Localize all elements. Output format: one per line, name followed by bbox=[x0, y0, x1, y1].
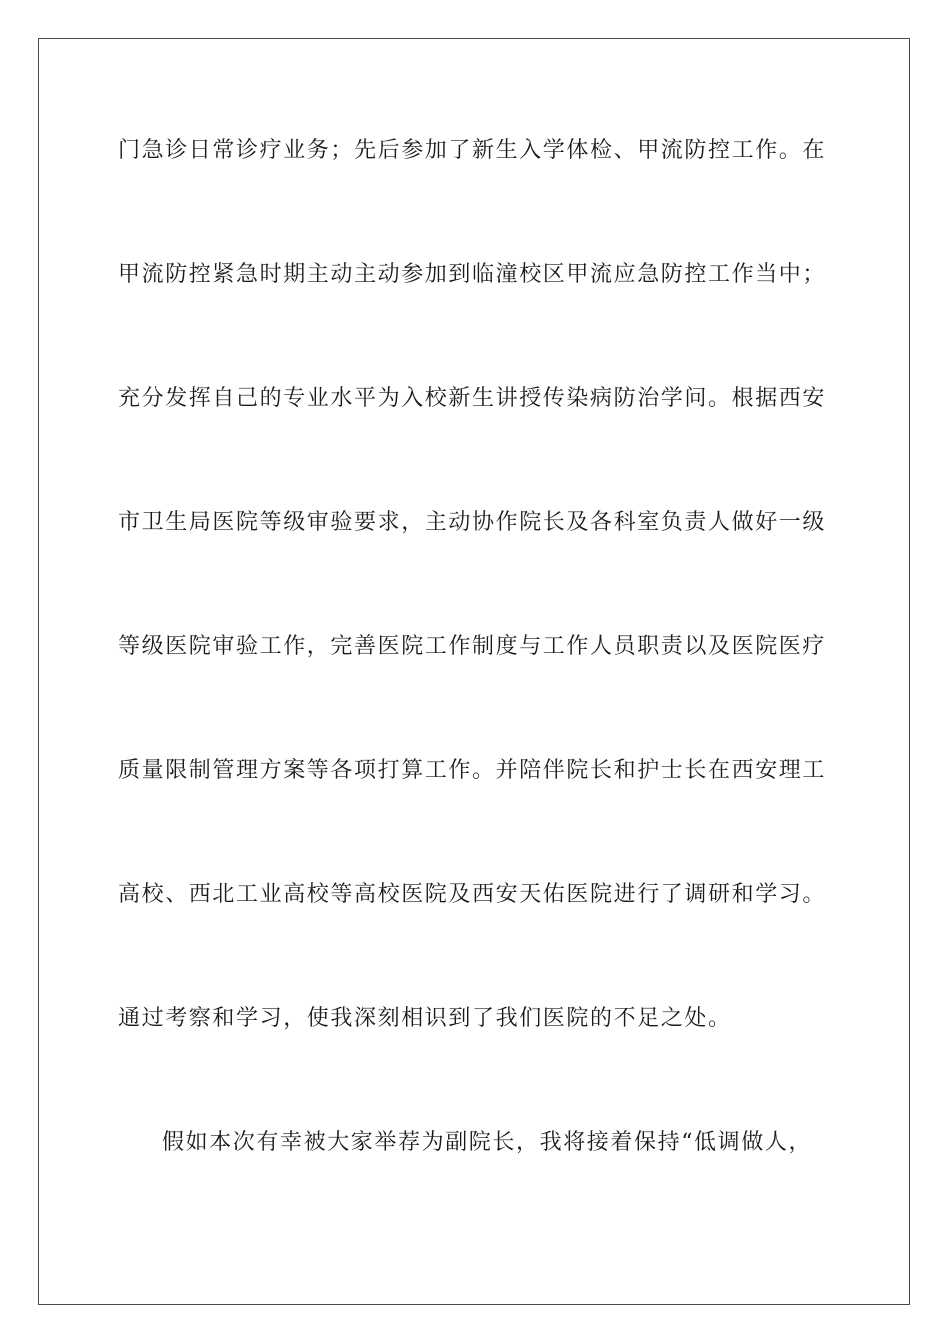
text-line-2: 甲流防控紧急时期主动主动参加到临潼校区甲流应急防控工作当中； bbox=[118, 262, 827, 287]
text-line-6: 质量限制管理方案等各项打算工作。并陪伴院长和护士长在西安理工 bbox=[118, 758, 827, 783]
text-line-1: 门急诊日常诊疗业务；先后参加了新生入学体检、甲流防控工作。在 bbox=[118, 138, 827, 163]
text-line-7: 高校、西北工业高校等高校医院及西安天佑医院进行了调研和学习。 bbox=[118, 882, 827, 907]
page-border bbox=[38, 38, 910, 1305]
text-line-5: 等级医院审验工作，完善医院工作制度与工作人员职责以及医院医疗 bbox=[118, 634, 827, 659]
paragraph-start-line: 假如本次有幸被大家举荐为副院长，我将接着保持“低调做人， bbox=[162, 1130, 813, 1155]
text-line-4: 市卫生局医院等级审验要求，主动协作院长及各科室负责人做好一级 bbox=[118, 510, 827, 535]
text-line-3: 充分发挥自己的专业水平为入校新生讲授传染病防治学问。根据西安 bbox=[118, 386, 827, 411]
text-line-8: 通过考察和学习，使我深刻相识到了我们医院的不足之处。 bbox=[118, 1006, 732, 1031]
